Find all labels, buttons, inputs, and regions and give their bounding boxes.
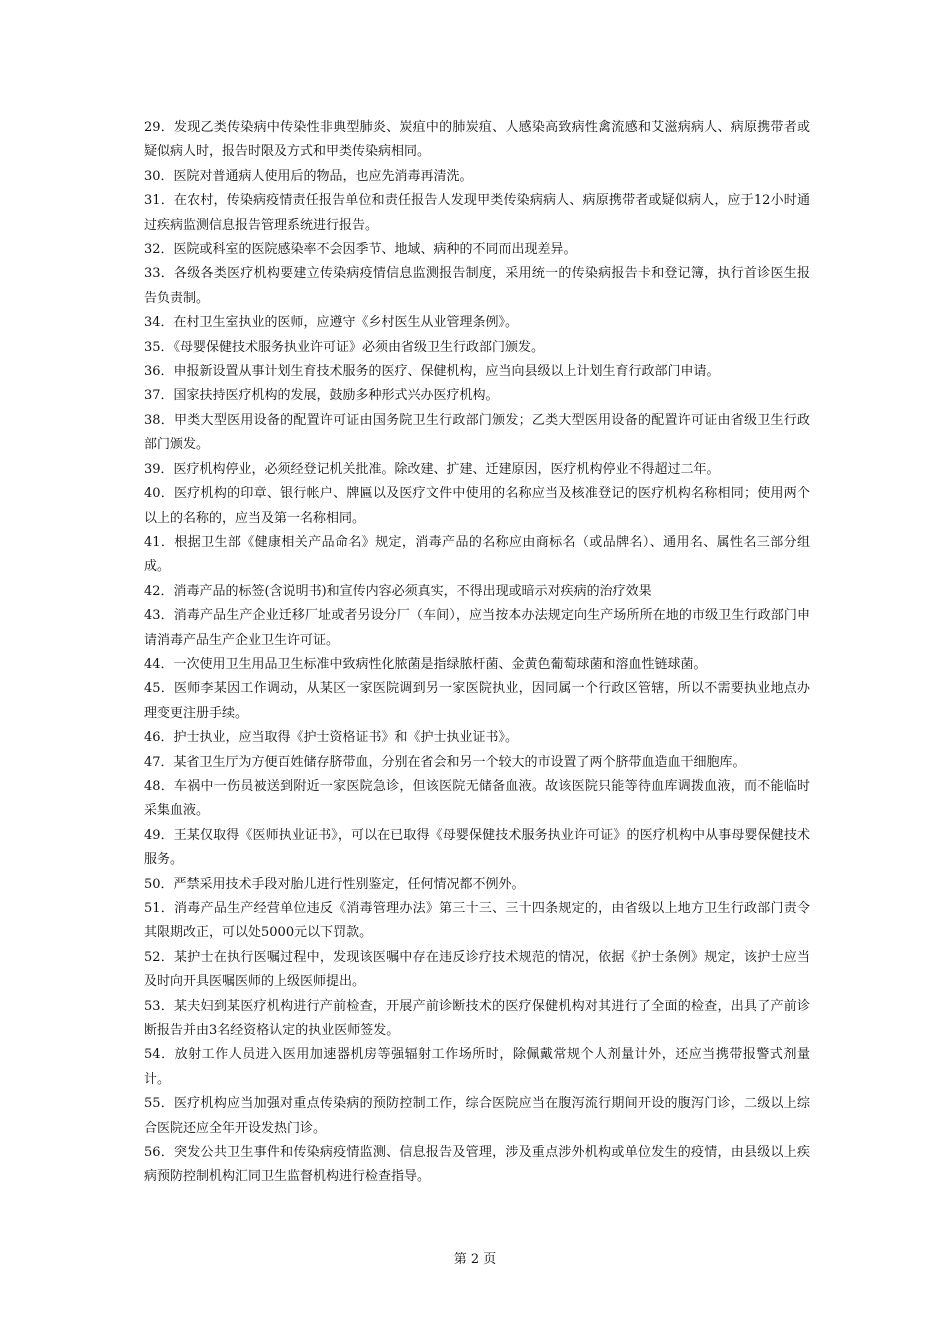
question-45: 45．医师李某因工作调动，从某区一家医院调到另一家医院执业，因同属一个行政区管辖，所以不需要执业地点办理变更注册手续。 (144, 681, 810, 721)
question-41: 41．根据卫生部《健康相关产品命名》规定，消毒产品的名称应由商标名（或品牌名）、通用名、属性名三部分组成。 (144, 534, 810, 575)
question-37: 37．国家扶持医疗机构的发展，鼓励多种形式兴办医疗机构。 (144, 388, 499, 404)
question-39: 39．医疗机构停业，必须经登记机关批准。除改建、扩建、迁建原因，医疗机构停业不得超过二年。 (144, 461, 720, 477)
question-51: 51．消毒产品生产经营单位违反《消毒管理办法》第三十三、三十四条规定的，由省级以上地方卫生行政部门责令其限期改正，可以处5000元以下罚款。 (144, 901, 810, 941)
question-42: 42．消毒产品的标签(含说明书)和宣传内容必须真实，不得出现或暗示对疾病的治疗效果 (144, 583, 652, 599)
question-55: 55．医疗机构应当加强对重点传染病的预防控制工作，综合医院应当在腹泻流行期间开设的腹泻门诊，二级以上综合医院还应全年开设发热门诊。 (144, 1096, 810, 1136)
question-43: 43．消毒产品生产企业迁移厂址或者另设分厂（车间），应当按本办法规定向生产场所所在地的市级卫生行政部门申请消毒产品生产企业卫生许可证。 (144, 608, 810, 648)
question-46: 46．护士执业，应当取得《护士资格证书》和《护士执业证书》。 (144, 730, 519, 746)
question-29: 29．发现乙类传染病中传染性非典型肺炎、炭疽中的肺炭疽、人感染高致病性禽流感和艾滋病病人、病原携带者或疑似病人时，报告时限及方式和甲类传染病相同。 (144, 120, 810, 160)
question-38: 38．甲类大型医用设备的配置许可证由国务院卫生行政部门颁发；乙类大型医用设备的配置许可证由省级卫生行政部门颁发。 (144, 412, 810, 453)
question-35: 35．《母婴保健技术服务执业许可证》必须由省级卫生行政部门颁发。 (144, 339, 545, 355)
question-33: 33．各级各类医疗机构要建立传染病疫情信息监测报告制度，采用统一的传染病报告卡和登记簿，执行首诊医生报告负责制。 (144, 266, 810, 306)
document-body (144, 116, 810, 1190)
question-32: 32．医院或科室的医院感染率不会因季节、地域、病种的不同而出现差异。 (144, 242, 577, 258)
question-47: 47．某省卫生厅为方便百姓储存脐带血，分别在省会和另一个较大的市设置了两个脐带血造血干细胞库。 (144, 754, 746, 770)
question-31: 31．在农村，传染病疫情责任报告单位和责任报告人发现甲类传染病病人、病原携带者或疑似病人，应于12小时通过疾病监测信息报告管理系统进行报告。 (144, 193, 810, 233)
question-53: 53．某夫妇到某医疗机构进行产前检查，开展产前诊断技术的医疗保健机构对其进行了全面的检查，出具了产前诊断报告并由3名经资格认定的执业医师签发。 (144, 998, 810, 1039)
page-number-footer: 第 2 页 (453, 1252, 497, 1267)
question-40: 40．医疗机构的印章、银行帐户、牌匾以及医疗文件中使用的名称应当及核准登记的医疗机构名称相同；使用两个以上的名称的，应当及第一名称相同。 (144, 486, 810, 526)
question-30: 30．医院对普通病人使用后的物品，也应先消毒再清洗。 (144, 168, 473, 184)
question-54: 54．放射工作人员进入医用加速器机房等强辐射工作场所时，除佩戴常规个人剂量计外，还应当携带报警式剂量计。 (144, 1047, 810, 1087)
question-49: 49．王某仅取得《医师执业证书》，可以在已取得《母婴保健技术服务执业许可证》的医疗机构中从事母婴保健技术服务。 (144, 827, 810, 868)
question-36: 36．申报新设置从事计划生育技术服务的医疗、保健机构，应当向县级以上计划生育行政部门申请。 (144, 364, 720, 380)
question-44: 44．一次使用卫生用品卫生标准中致病性化脓菌是指绿脓杆菌、金黄色葡萄球菌和溶血性链球菌。 (144, 656, 707, 672)
question-56: 56．突发公共卫生事件和传染病疫情监测、信息报告及管理，涉及重点涉外机构或单位发生的疫情，由县级以上疾病预防控制机构汇同卫生监督机构进行检查指导。 (144, 1145, 810, 1185)
question-34: 34．在村卫生室执业的医师，应遵守《乡村医生从业管理条例》。 (144, 315, 519, 331)
question-52: 52．某护士在执行医嘱过程中，发现该医嘱中存在违反诊疗技术规范的情况，依据《护士条例》规定，该护士应当及时向开具医嘱医师的上级医师提出。 (144, 949, 810, 990)
question-50: 50．严禁采用技术手段对胎儿进行性别鉴定，任何情况都不例外。 (144, 876, 525, 892)
question-48: 48．车祸中一伤员被送到附近一家医院急诊，但该医院无储备血液。故该医院只能等待血库调拨血液，而不能临时采集血液。 (144, 778, 810, 819)
